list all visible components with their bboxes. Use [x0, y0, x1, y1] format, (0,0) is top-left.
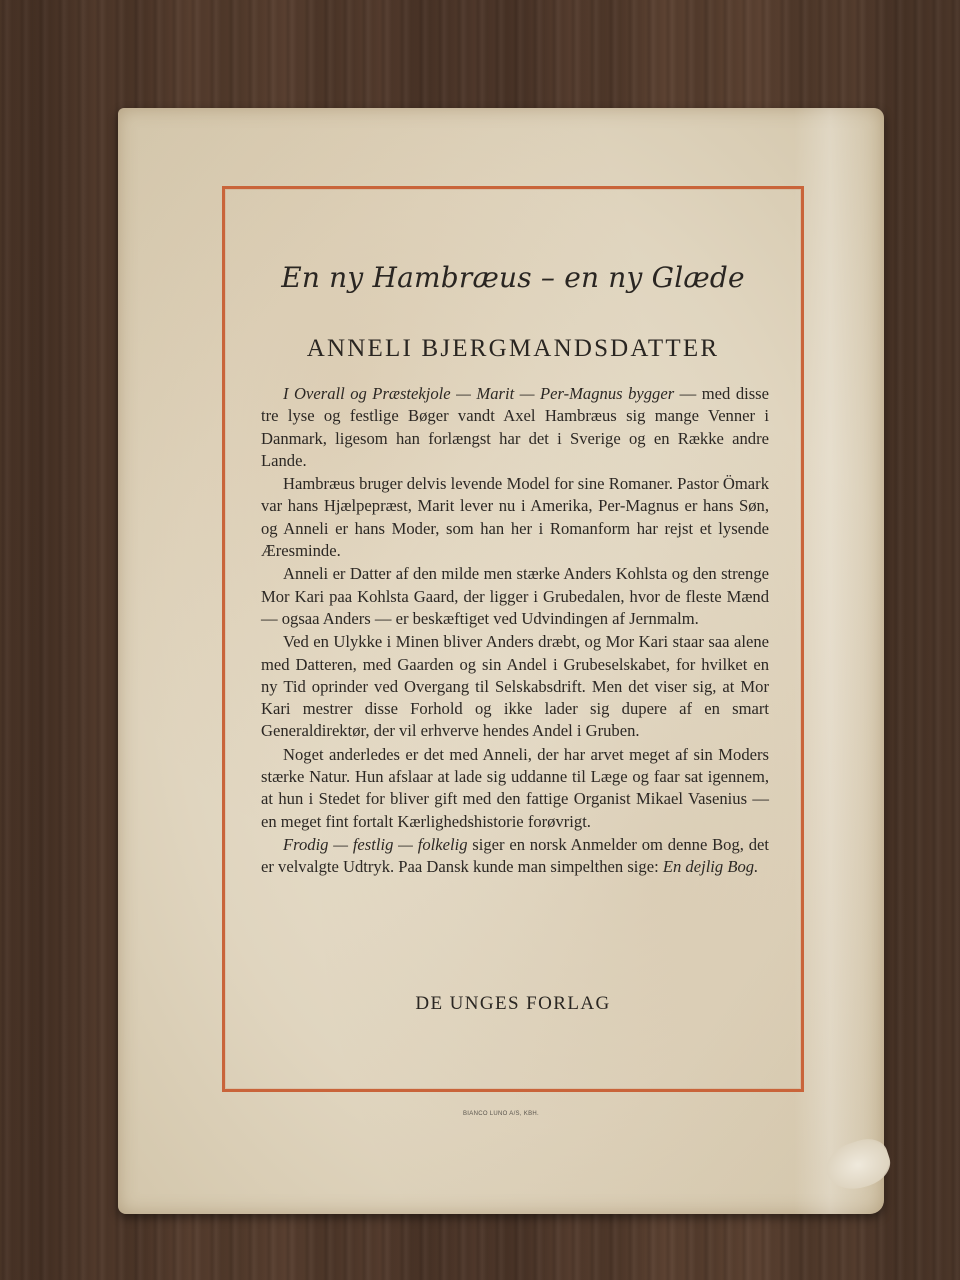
blurb-paragraph	[261, 744, 769, 833]
italic-run: Frodig — festlig — folkelig	[283, 834, 468, 854]
italic-run: I Overall og Præstekjole — Marit — Per-Magnus bygger	[283, 384, 675, 403]
text-run: Hambræus bruger delvis levende Model for sine Romaner. Pastor Ömark var hans Hjælpepræst, Marit lever nu i Amerika, Per-Magnus er hans Søn, og Anneli er hans Moder, som han her i Romanform har rejst et lysende Æresminde.	[261, 474, 769, 561]
italic-run: En dejlig Bog.	[662, 857, 759, 877]
blurb-text	[261, 383, 769, 880]
text-run: Ved en Ulykke i Minen bliver Anders dræbt, og Mor Kari staar saa alene med Datteren, med Gaarden og sin Andel i Grubeselskabet, for hvilket en ny Tid oprinder ved Overgang til Selskabsdrift. Men det viser sig, at Mor Kari mestrer disse Forhold og ikke lader sig dupere af en smart Generaldirektør, der vil erhverve hendes Andel i Gruben.	[261, 632, 769, 741]
blurb-paragraph	[261, 631, 769, 742]
cover-fold-highlight	[794, 108, 884, 1214]
blurb-paragraph	[261, 563, 769, 630]
blurb-paragraph	[261, 834, 769, 879]
printer-imprint: BIANCO LUNO A/S, KBH.	[463, 1111, 539, 1117]
text-run: — med disse tre lyse og festlige Bøger vandt Axel Hambræus sig mange Venner i Danmark, ligesom han forlængst har det i Sverige og en Række andre Lande.	[261, 384, 770, 470]
text-run: Anneli er Datter af den milde men stærke Anders Kohlsta og den strenge Mor Kari paa Kohlsta Gaard, der ligger i Grubedalen, hvor de fleste Mænd — ogsaa Anders — er beskæftiget ved Udvindingen af Jernmalm.	[261, 564, 769, 628]
book-back-cover	[118, 108, 884, 1214]
tagline: En ny Hambræus – en ny Glæde	[281, 261, 745, 294]
blurb-paragraph	[261, 473, 769, 562]
text-run: Noget anderledes er det med Anneli, der har arvet meget af sin Moders stærke Natur. Hun afslaar at lade sig uddanne til Læge og faar sat igennem, at hun i Stedet for bliver gift med den fattige Organist Mikael Vasenius — en meget fint fortalt Kærlighedshistorie forøvrigt.	[261, 744, 769, 831]
book-title: ANNELI BJERGMANDSDATTER	[306, 335, 720, 362]
text-run: siger en norsk Anmelder om denne Bog, det er velvalgte Udtryk. Paa Dansk kunde man simpelthen sige:	[261, 834, 769, 877]
publisher-name: DE UNGES FORLAG	[415, 993, 611, 1014]
blurb-paragraph	[261, 383, 769, 472]
orange-border-frame	[222, 186, 804, 1092]
